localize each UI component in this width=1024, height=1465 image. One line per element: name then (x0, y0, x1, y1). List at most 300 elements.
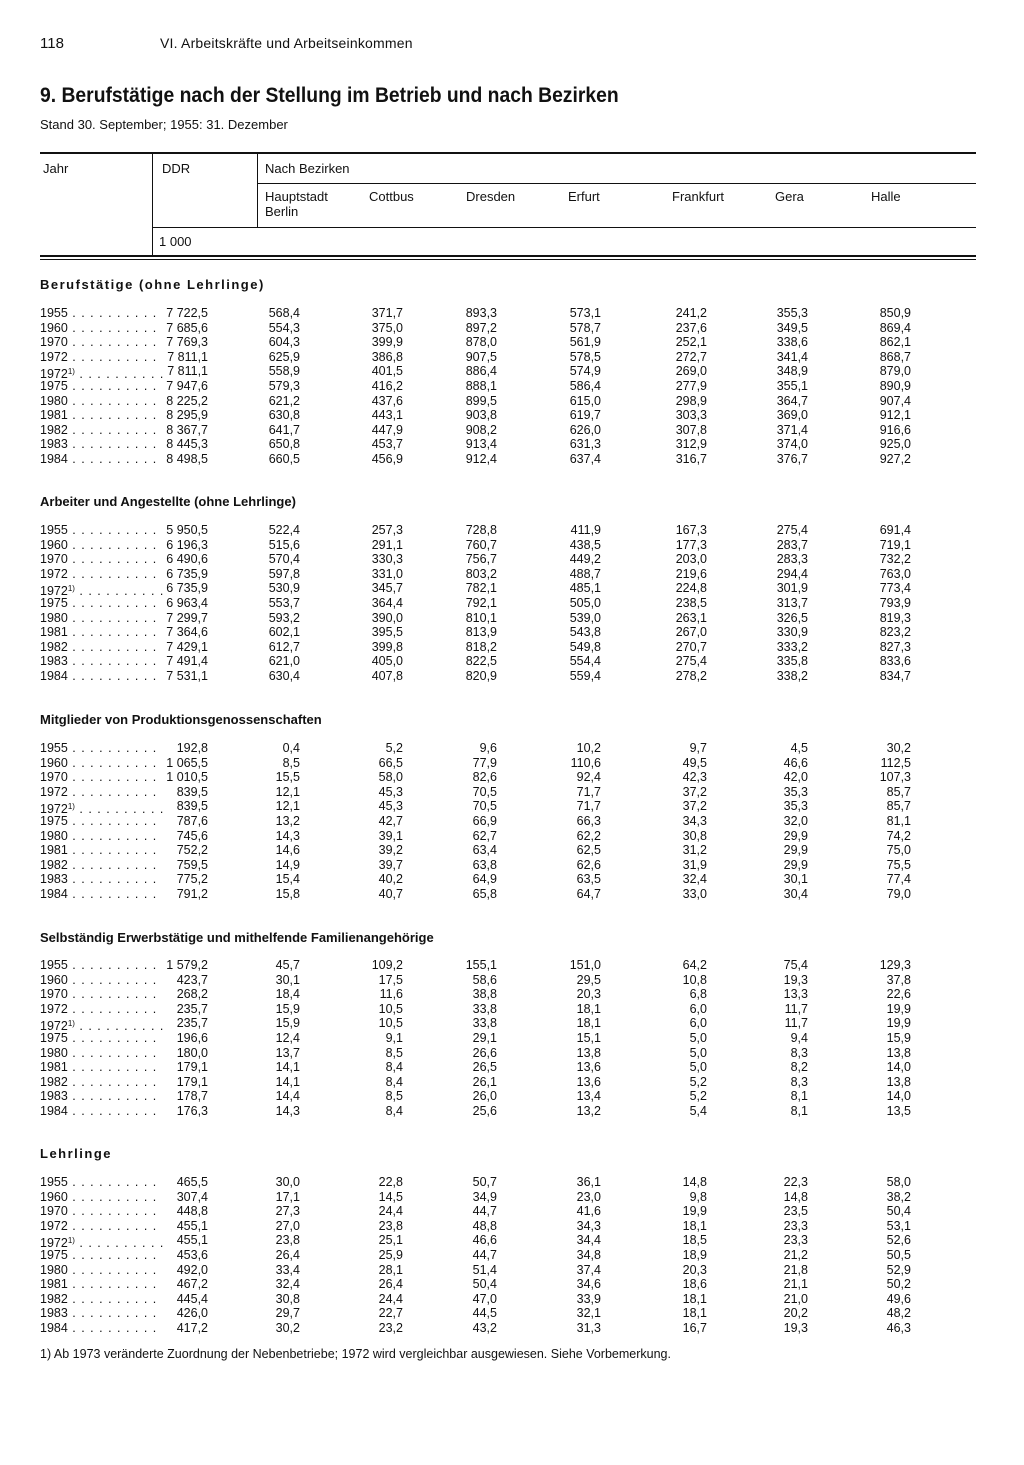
cell-erfurt: 578,5 (569, 349, 601, 364)
cell-gera: 32,0 (783, 814, 808, 828)
cell-berlin: 18,4 (275, 987, 300, 1002)
cell-gera: 30,1 (783, 872, 808, 887)
cell-gera: 21,8 (783, 1262, 808, 1277)
table-row (0, 1248, 1024, 1263)
cell-gera: 283,7 (776, 537, 808, 552)
cell-berlin: 12,4 (275, 1031, 300, 1045)
cell-gera: 14,8 (783, 1189, 808, 1204)
cell-dresden: 899,5 (465, 393, 497, 408)
year-value: 1983 (40, 654, 68, 669)
cell-dresden: 44,7 (472, 1248, 497, 1262)
cell-gera: 21,0 (783, 1291, 808, 1306)
year-value: 1975 (40, 379, 68, 393)
cell-berlin: 14,3 (275, 1104, 300, 1118)
cell-gera: 21,1 (783, 1277, 808, 1292)
cell-berlin: 522,4 (268, 523, 300, 537)
cell-dresden: 51,4 (472, 1262, 497, 1277)
table-row (0, 669, 1024, 684)
cell-dresden: 29,1 (472, 1031, 497, 1045)
col-header-gera: Gera (775, 189, 804, 204)
table-row (0, 552, 1024, 567)
cell-halle: 49,6 (886, 1291, 911, 1306)
cell-frankfurt: 203,0 (675, 552, 707, 567)
cell-dresden: 913,4 (465, 437, 497, 452)
cell-frankfurt: 275,4 (675, 654, 707, 669)
cell-halle: 52,6 (886, 1233, 911, 1248)
cell-erfurt: 539,0 (569, 610, 601, 625)
cell-ddr: 1 010,5 (166, 770, 208, 785)
chapter-title: VI. Arbeitskräfte und Arbeitseinkommen (160, 35, 413, 51)
cell-ddr: 1 065,5 (166, 755, 208, 770)
cell-halle: 15,9 (886, 1031, 911, 1045)
cell-cottbus: 437,6 (371, 393, 403, 408)
cell-ddr: 465,5 (176, 1175, 208, 1189)
cell-erfurt: 561,9 (569, 335, 601, 350)
table-row (0, 364, 1024, 382)
cell-ddr: 752,2 (176, 843, 208, 858)
cell-ddr: 423,7 (176, 972, 208, 987)
cell-ddr: 192,8 (176, 741, 208, 755)
cell-cottbus: 364,4 (371, 596, 403, 610)
cell-dresden: 26,6 (472, 1045, 497, 1060)
year-label: 1970 . . . . . . . . . . (40, 1204, 158, 1219)
cell-erfurt: 62,5 (576, 843, 601, 858)
table-row (0, 756, 1024, 771)
cell-ddr: 6 490,6 (166, 552, 208, 567)
cell-cottbus: 25,9 (378, 1248, 403, 1262)
year-label: 1982 . . . . . . . . . . (40, 1074, 158, 1089)
cell-halle: 50,2 (886, 1277, 911, 1292)
cell-erfurt: 485,1 (569, 581, 601, 596)
cell-cottbus: 45,3 (378, 799, 403, 814)
cell-erfurt: 411,9 (570, 523, 601, 537)
table-row (0, 1002, 1024, 1017)
cell-gera: 20,2 (783, 1306, 808, 1321)
cell-erfurt: 13,6 (576, 1074, 601, 1089)
year-label: 1970 . . . . . . . . . . (40, 987, 158, 1002)
year-label: 1972$^{1)}$ . . . . . . . . . . (40, 367, 165, 382)
cell-cottbus: 8,4 (385, 1074, 403, 1089)
year-label: 1955 . . . . . . . . . . (40, 306, 158, 320)
year-label: 1983 . . . . . . . . . . (40, 1089, 158, 1104)
cell-frankfurt: 6,0 (689, 1016, 707, 1031)
table-row (0, 1016, 1024, 1034)
cell-gera: 4,5 (790, 741, 808, 755)
table-row (0, 741, 1024, 756)
cell-erfurt: 151,0 (569, 958, 601, 972)
cell-cottbus: 26,4 (378, 1277, 403, 1292)
cell-cottbus: 11,6 (379, 987, 403, 1002)
cell-berlin: 660,5 (268, 452, 300, 466)
cell-halle: 30,2 (886, 741, 911, 755)
cell-ddr: 6 196,3 (166, 537, 208, 552)
cell-dresden: 62,7 (472, 828, 497, 843)
cell-dresden: 26,1 (472, 1074, 497, 1089)
cell-cottbus: 42,7 (378, 814, 403, 828)
year-value: 1970 (40, 552, 68, 567)
cell-ddr: 759,5 (176, 857, 208, 872)
cell-cottbus: 5,2 (385, 741, 403, 755)
cell-ddr: 6 963,4 (166, 596, 208, 610)
table-row (0, 987, 1024, 1002)
cell-erfurt: 578,7 (569, 320, 601, 335)
cell-halle: 50,4 (886, 1204, 911, 1219)
cell-ddr: 839,5 (176, 784, 208, 799)
cell-dresden: 155,1 (465, 958, 497, 972)
cell-ddr: 492,0 (176, 1262, 208, 1277)
cell-halle: 862,1 (879, 335, 911, 350)
cell-berlin: 33,4 (275, 1262, 300, 1277)
cell-erfurt: 92,4 (576, 770, 601, 785)
col-header-ddr: DDR (162, 161, 191, 176)
cell-ddr: 8 498,5 (166, 452, 208, 466)
year-label: 1983 . . . . . . . . . . (40, 654, 158, 669)
cell-cottbus: 40,7 (378, 887, 403, 901)
cell-cottbus: 456,9 (371, 452, 403, 466)
cell-erfurt: 34,6 (576, 1277, 601, 1292)
year-value: 1972 (40, 1218, 68, 1233)
cell-ddr: 7 722,5 (166, 306, 208, 320)
table-row (0, 1046, 1024, 1061)
cell-halle: 52,9 (886, 1262, 911, 1277)
cell-berlin: 625,9 (268, 349, 300, 364)
cell-ddr: 426,0 (176, 1306, 208, 1321)
year-label: 1972 . . . . . . . . . . (40, 1218, 158, 1233)
table-row (0, 858, 1024, 873)
cell-frankfurt: 19,9 (682, 1204, 707, 1219)
footnote-marker: 1) (67, 584, 75, 594)
cell-halle: 107,3 (879, 770, 911, 785)
year-value: 1960 (40, 1189, 68, 1204)
table-row (0, 1175, 1024, 1190)
cell-berlin: 15,4 (275, 872, 300, 887)
year-value: 1960 (40, 755, 68, 770)
cell-frankfurt: 37,2 (682, 799, 707, 814)
cell-dresden: 9,6 (479, 741, 497, 755)
cell-cottbus: 28,1 (378, 1262, 403, 1277)
cell-cottbus: 443,1 (371, 408, 403, 423)
table-row (0, 1277, 1024, 1292)
cell-frankfurt: 5,2 (689, 1089, 707, 1104)
year-label: 1984 . . . . . . . . . . (40, 452, 158, 466)
column-divider-jahr (152, 154, 153, 255)
cell-erfurt: 34,8 (576, 1248, 601, 1262)
cell-ddr: 7 531,1 (166, 669, 208, 683)
cell-berlin: 23,8 (275, 1233, 300, 1248)
cell-ddr: 8 367,7 (166, 422, 208, 437)
cell-erfurt: 20,3 (576, 987, 601, 1002)
col-header-erfurt: Erfurt (568, 189, 600, 204)
cell-dresden: 63,4 (472, 843, 497, 858)
cell-halle: 53,1 (886, 1218, 911, 1233)
cell-halle: 38,2 (886, 1189, 911, 1204)
cell-halle: 819,3 (879, 610, 911, 625)
cell-halle: 75,5 (886, 857, 911, 872)
cell-ddr: 178,7 (176, 1089, 208, 1104)
cell-erfurt: 71,7 (576, 784, 601, 799)
table-row (0, 350, 1024, 365)
cell-erfurt: 62,2 (576, 828, 601, 843)
cell-ddr: 455,1 (176, 1218, 208, 1233)
cell-cottbus: 58,0 (378, 770, 403, 785)
cell-frankfurt: 267,0 (675, 625, 707, 640)
table-row (0, 394, 1024, 409)
cell-frankfurt: 238,5 (675, 596, 707, 610)
cell-halle: 691,4 (879, 523, 911, 537)
cell-erfurt: 13,6 (576, 1060, 601, 1075)
cell-dresden: 26,0 (472, 1089, 497, 1104)
year-label: 1984 . . . . . . . . . . (40, 669, 158, 683)
cell-ddr: 235,7 (176, 1016, 208, 1031)
cell-berlin: 14,6 (275, 843, 300, 858)
cell-ddr: 268,2 (176, 987, 208, 1002)
cell-halle: 13,8 (886, 1074, 911, 1089)
cell-frankfurt: 303,3 (675, 408, 707, 423)
year-value: 1975 (40, 1248, 68, 1262)
year-value: 1981 (40, 408, 68, 423)
cell-gera: 355,1 (776, 379, 808, 393)
year-value: 1960 (40, 320, 68, 335)
cell-gera: 283,3 (776, 552, 808, 567)
table-row (0, 625, 1024, 640)
cell-frankfurt: 5,0 (689, 1031, 707, 1045)
cell-halle: 879,0 (879, 364, 911, 379)
cell-gera: 341,4 (776, 349, 808, 364)
cell-cottbus: 109,2 (371, 958, 403, 972)
cell-ddr: 7 811,1 (167, 349, 208, 364)
table-row (0, 814, 1024, 829)
cell-frankfurt: 278,2 (675, 669, 707, 683)
cell-cottbus: 17,5 (378, 972, 403, 987)
cell-erfurt: 18,1 (576, 1016, 601, 1031)
cell-halle: 81,1 (886, 814, 911, 828)
cell-gera: 29,9 (783, 843, 808, 858)
cell-ddr: 745,6 (176, 828, 208, 843)
year-label: 1983 . . . . . . . . . . (40, 437, 158, 452)
table-row (0, 1104, 1024, 1119)
table-row (0, 640, 1024, 655)
year-label: 1980 . . . . . . . . . . (40, 828, 158, 843)
cell-dresden: 58,6 (472, 972, 497, 987)
cell-erfurt: 66,3 (576, 814, 601, 828)
cell-berlin: 602,1 (268, 625, 300, 640)
cell-halle: 927,2 (879, 452, 911, 466)
cell-cottbus: 23,2 (378, 1321, 403, 1335)
cell-berlin: 15,8 (275, 887, 300, 901)
cell-halle: 129,3 (879, 958, 911, 972)
district-rule (258, 183, 976, 184)
cell-halle: 916,6 (879, 422, 911, 437)
cell-halle: 75,0 (886, 843, 911, 858)
cell-frankfurt: 31,9 (682, 857, 707, 872)
cell-dresden: 728,8 (465, 523, 497, 537)
cell-ddr: 5 950,5 (166, 523, 208, 537)
year-value: 1975 (40, 596, 68, 610)
cell-frankfurt: 270,7 (675, 639, 707, 654)
cell-halle: 58,0 (886, 1175, 911, 1189)
year-label: 1960 . . . . . . . . . . (40, 755, 158, 770)
year-value: 1983 (40, 437, 68, 452)
cell-cottbus: 45,3 (378, 784, 403, 799)
cell-dresden: 50,7 (472, 1175, 497, 1189)
year-label: 1981 . . . . . . . . . . (40, 625, 158, 640)
cell-frankfurt: 6,8 (689, 987, 707, 1002)
year-label: 1981 . . . . . . . . . . (40, 1277, 158, 1292)
year-value: 1984 (40, 1321, 68, 1335)
table-row (0, 1190, 1024, 1205)
cell-erfurt: 34,3 (576, 1218, 601, 1233)
section-title: Mitglieder von Produktionsgenossenschaften (40, 712, 322, 727)
cell-berlin: 579,3 (268, 379, 300, 393)
year-value: 1955 (40, 741, 68, 755)
cell-dresden: 813,9 (465, 625, 497, 640)
cell-ddr: 6 735,9 (166, 566, 208, 581)
year-value: 1980 (40, 610, 68, 625)
table-row (0, 1233, 1024, 1251)
cell-cottbus: 23,8 (378, 1218, 403, 1233)
year-label: 1960 . . . . . . . . . . (40, 320, 158, 335)
year-label: 1955 . . . . . . . . . . (40, 523, 158, 537)
year-value: 1984 (40, 669, 68, 683)
cell-dresden: 48,8 (472, 1218, 497, 1233)
cell-dresden: 65,8 (472, 887, 497, 901)
table-row (0, 581, 1024, 599)
cell-gera: 330,9 (776, 625, 808, 640)
cell-cottbus: 257,3 (371, 523, 403, 537)
col-header-frankfurt: Frankfurt (672, 189, 725, 204)
cell-cottbus: 25,1 (378, 1233, 403, 1248)
cell-cottbus: 10,5 (378, 1001, 403, 1016)
year-label: 1982 . . . . . . . . . . (40, 422, 158, 437)
cell-dresden: 897,2 (465, 320, 497, 335)
year-value: 1975 (40, 1031, 68, 1045)
cell-halle: 46,3 (886, 1321, 911, 1335)
cell-gera: 19,3 (783, 1321, 808, 1335)
cell-frankfurt: 224,8 (675, 581, 707, 596)
year-label: 1975 . . . . . . . . . . (40, 1248, 158, 1262)
cell-dresden: 46,6 (472, 1233, 497, 1248)
unit-rule (153, 227, 976, 228)
cell-erfurt: 34,4 (576, 1233, 601, 1248)
cell-berlin: 30,2 (275, 1321, 300, 1335)
footnote: 1) Ab 1973 veränderte Zuordnung der Nebenbetriebe; 1972 wird vergleichbar ausgewiesen. Siehe Vorbemerkung. (40, 1347, 671, 1361)
cell-halle: 22,6 (886, 987, 911, 1002)
cell-berlin: 0,4 (282, 741, 300, 755)
cell-dresden: 886,4 (465, 364, 497, 379)
cell-halle: 890,9 (879, 379, 911, 393)
year-label: 1981 . . . . . . . . . . (40, 1060, 158, 1075)
cell-frankfurt: 18,1 (682, 1306, 707, 1321)
year-label: 1972 . . . . . . . . . . (40, 1001, 158, 1016)
cell-frankfurt: 6,0 (689, 1001, 707, 1016)
year-value: 1982 (40, 639, 68, 654)
cell-dresden: 792,1 (465, 596, 497, 610)
footnote-marker: 1) (67, 1236, 75, 1246)
cell-frankfurt: 219,6 (675, 566, 707, 581)
cell-berlin: 30,0 (275, 1175, 300, 1189)
cell-berlin: 13,2 (275, 814, 300, 828)
cell-berlin: 12,1 (275, 784, 300, 799)
cell-cottbus: 453,7 (371, 437, 403, 452)
cell-cottbus: 8,5 (385, 1045, 403, 1060)
cell-erfurt: 438,5 (569, 537, 601, 552)
cell-erfurt: 64,7 (576, 887, 601, 901)
cell-gera: 8,2 (790, 1060, 808, 1075)
table-row (0, 1219, 1024, 1234)
cell-dresden: 756,7 (465, 552, 497, 567)
cell-dresden: 908,2 (465, 422, 497, 437)
cell-cottbus: 39,1 (378, 828, 403, 843)
cell-ddr: 455,1 (176, 1233, 208, 1248)
cell-frankfurt: 18,1 (682, 1218, 707, 1233)
year-label: 1975 . . . . . . . . . . (40, 379, 158, 393)
year-value: 1980 (40, 393, 68, 408)
cell-erfurt: 626,0 (569, 422, 601, 437)
table-row (0, 335, 1024, 350)
cell-cottbus: 24,4 (378, 1204, 403, 1219)
cell-ddr: 1 579,2 (166, 958, 208, 972)
cell-erfurt: 586,4 (569, 379, 601, 393)
cell-ddr: 176,3 (176, 1104, 208, 1118)
cell-dresden: 82,6 (472, 770, 497, 785)
cell-berlin: 14,1 (275, 1074, 300, 1089)
cell-halle: 793,9 (879, 596, 911, 610)
table-row (0, 654, 1024, 669)
cell-ddr: 417,2 (176, 1321, 208, 1335)
cell-cottbus: 416,2 (371, 379, 403, 393)
cell-cottbus: 330,3 (371, 552, 403, 567)
year-label: 1972$^{1)}$ . . . . . . . . . . (40, 1019, 165, 1034)
cell-cottbus: 375,0 (371, 320, 403, 335)
cell-berlin: 553,7 (268, 596, 300, 610)
year-label: 1980 . . . . . . . . . . (40, 1262, 158, 1277)
cell-frankfurt: 277,9 (675, 379, 707, 393)
cell-cottbus: 40,2 (378, 872, 403, 887)
section-title: Berufstätige (ohne Lehrlinge) (40, 277, 265, 292)
year-value: 1972 (40, 1236, 68, 1251)
cell-ddr: 7 685,6 (166, 320, 208, 335)
cell-cottbus: 399,9 (371, 335, 403, 350)
cell-dresden: 822,5 (465, 654, 497, 669)
cell-erfurt: 554,4 (569, 654, 601, 669)
unit-label: 1 000 (159, 234, 192, 249)
year-value: 1972 (40, 584, 68, 599)
year-label: 1972$^{1)}$ . . . . . . . . . . (40, 1236, 165, 1251)
cell-berlin: 45,7 (275, 958, 300, 972)
table-row (0, 799, 1024, 817)
year-value: 1980 (40, 1262, 68, 1277)
cell-cottbus: 345,7 (371, 581, 403, 596)
cell-frankfurt: 9,8 (689, 1189, 707, 1204)
table-row (0, 843, 1024, 858)
cell-halle: 50,5 (886, 1248, 911, 1262)
col-header-jahr: Jahr (43, 161, 69, 176)
cell-ddr: 7 364,6 (166, 625, 208, 640)
cell-cottbus: 10,5 (378, 1016, 403, 1031)
year-value: 1983 (40, 872, 68, 887)
cell-halle: 868,7 (879, 349, 911, 364)
year-value: 1982 (40, 857, 68, 872)
column-divider-ddr (257, 154, 258, 227)
cell-dresden: 33,8 (472, 1016, 497, 1031)
table-row (0, 379, 1024, 394)
year-value: 1955 (40, 523, 68, 537)
cell-berlin: 650,8 (268, 437, 300, 452)
cell-gera: 349,5 (776, 320, 808, 335)
cell-frankfurt: 18,5 (682, 1233, 707, 1248)
cell-berlin: 27,0 (275, 1218, 300, 1233)
cell-erfurt: 36,1 (576, 1175, 601, 1189)
